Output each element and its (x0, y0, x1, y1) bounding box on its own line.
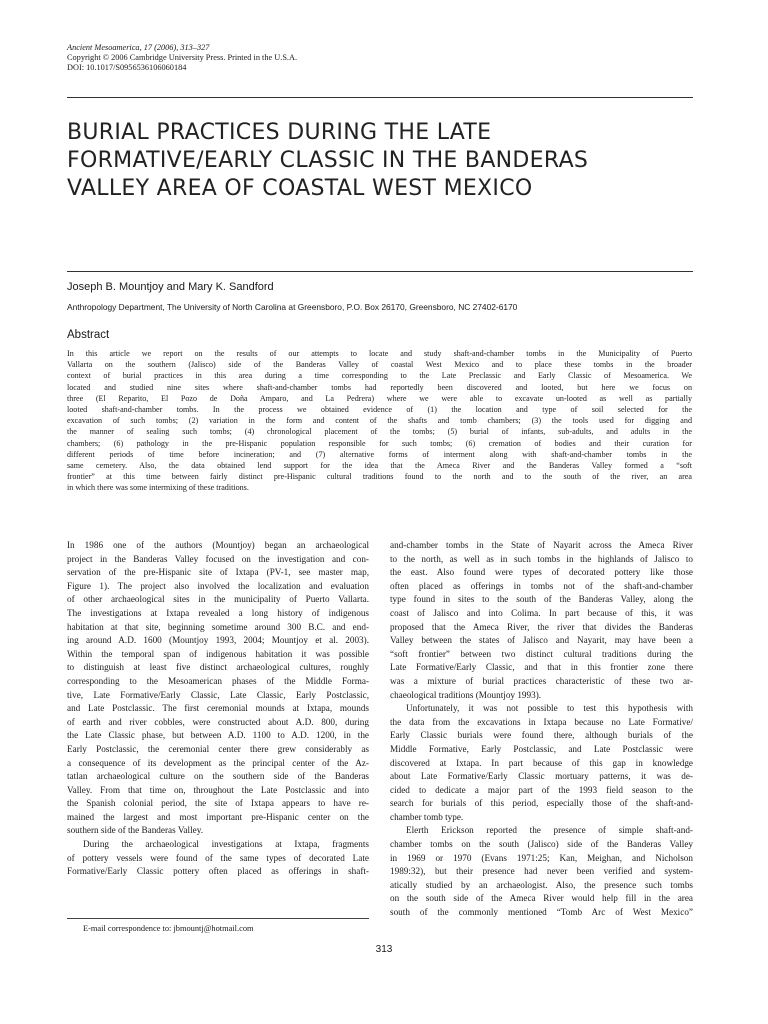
body-line: coast of Jalisco and into Colima. In part because of this, it was (390, 607, 693, 618)
body-line: proposed that the Ameca River, the river that divides the Banderas (390, 621, 693, 632)
body-line: southern side of the Banderas Valley. (67, 825, 203, 836)
body-line: The investigations at Ixtapa revealed a long history of indigenous (67, 607, 369, 618)
abstract-line: in which there was some intermixing of these traditions. (67, 483, 249, 493)
body-line: Early Postclassic, the ceremonial center there grew considerably as (67, 743, 369, 754)
body-line: atically studied by an archaeologist. Also, the presence such tombs (390, 879, 693, 890)
body-line: search for burials of this period, especially those of the shaft-and- (390, 798, 693, 809)
title-line: BURIAL PRACTICES DURING THE LATE (67, 120, 492, 145)
footnote: E-mail correspondence to: jbmountj@hotmail.com (83, 924, 254, 933)
journal-line: Ancient Mesoamerica, 17 (2006), 313–327 (67, 43, 210, 52)
title-line: FORMATIVE/EARLY CLASSIC IN THE BANDERAS (67, 148, 589, 173)
body-line: Early Classic burials were found there, although burials of the (390, 730, 693, 741)
abstract-line: located and studied nine sites where shaft-and-chamber tombs had reportedly been discovered and looted, but here we focus on (67, 382, 692, 392)
body-line: During the archaeological investigations at Ixtapa, fragments (83, 839, 369, 850)
body-line: tatlan archaeological culture on the southern side of the Banderas (67, 771, 369, 782)
abstract-line: context of burial practices in this area during a time corresponding to the Late Preclassic and Early Classic of Mesoamerica. We (67, 371, 692, 381)
body-line: the east. Also found were types of decorated pottery like those (390, 567, 693, 578)
body-line: Formative/Early Classic pottery often placed as offerings in shaft- (67, 866, 369, 877)
top-rule (67, 97, 693, 98)
journal-citation (67, 43, 297, 74)
body-line: Figure 1). The project also involved the localization and evaluation (67, 580, 369, 591)
abstract-line: three (El Reparito, El Pozo de Doña Amparo, and La Pedrera) where we were able to excavate un-looted as well as partially (67, 393, 692, 403)
body-line: was a mixture of burial practices characteristic of these two ar- (390, 675, 693, 686)
body-line: mained the largest and most important pre-Hispanic center on the (67, 811, 369, 822)
body-line: Within the temporal span of indigenous habitation it was possible (67, 648, 369, 659)
body-line: discovered at Ixtapa. In part because of this gap in knowledge (390, 757, 693, 768)
footnote-rule (67, 918, 369, 919)
body-line: a consequence of its development as the principal center of the Az- (67, 757, 369, 768)
body-column-right (390, 539, 693, 920)
abstract-line: excavation of such tombs; (2) variation in the form and content of the shafts and tomb chambers; (3) the tools used for digging and (67, 416, 692, 426)
body-line: tive, Late Formative/Early Classic, Late Classic, Early Postclassic, (67, 689, 369, 700)
body-line: Late Formative/Early Classic, and that in this frontier zone there (390, 662, 693, 673)
body-line: to the north, as well as in such tombs in the highlands of Jalisco to (390, 553, 693, 564)
body-line: In 1986 one of the authors (Mountjoy) began an archaeological (67, 540, 369, 550)
body-line: Valley. From that time on, throughout the Late Postclassic and into (67, 784, 369, 795)
affiliation: Anthropology Department, The University of North Carolina at Greensboro, P.O. Box 26170, Greensboro, NC 27402-6170 (67, 302, 518, 312)
body-line: Valley between the states of Jalisco and Nayarit, may have been a (390, 635, 693, 646)
body-line: Middle Formative, Early Postclassic, and Late Postclassic were (390, 743, 693, 754)
abstract-line: the manner of sealing such tombs; (4) chronological placement of the tombs; (5) burial of infants, sub-adults, and adults in the (67, 427, 692, 437)
abstract-body (67, 348, 692, 494)
body-line: often placed as offerings in tombs not of the shaft-and-chamber (390, 580, 693, 591)
body-line: of pottery vessels were found of the same types of decorated Late (67, 852, 369, 863)
body-line: south of the commonly mentioned “Tomb Arc of West Mexico” (390, 907, 693, 918)
body-line: habitation at that site, beginning sometime around 300 B.C. and end- (67, 621, 369, 632)
abstract-line: In this article we report on the results of our attempts to locate and study shaft-and-chamber tombs in the Municipality of Puerto (67, 349, 692, 358)
body-line: to distinguish at least five distinct archaeological cultures, roughly (67, 662, 369, 673)
body-line: chamber tombs on the south (Jalisco) side of the Banderas Valley (390, 839, 693, 850)
body-line: in 1969 or 1970 (Evans 1971:25; Kan, Meighan, and Nicholson (390, 852, 693, 863)
body-line: chaeological traditions (Mountjoy 1993). (390, 689, 542, 700)
body-line: the Spanish colonial period, the site of Ixtapa appears to have re- (67, 798, 369, 809)
abstract-line: frontier” at this time between fairly distinct pre-Hispanic cultural traditions found to the north and to the south of the river, an area (67, 472, 692, 482)
abstract-heading: Abstract (67, 329, 110, 341)
title-line: VALLEY AREA OF COASTAL WEST MEXICO (67, 176, 533, 201)
body-line: on the south side of the Ameca River would help fill in the area (390, 893, 693, 904)
body-line: and-chamber tombs in the State of Nayarit across the Ameca River (390, 540, 693, 550)
body-line: the data from the excavations in Ixtapa because no Late Formative/ (390, 716, 693, 727)
journal-line: DOI: 10.1017/S0956536106060184 (67, 63, 187, 73)
abstract-line: looted shaft-and-chamber tombs. In the process we obtained evidence of (1) the location and type of soil selected for the (67, 405, 692, 415)
body-line: project in the Banderas Valley focused on the investigation and con- (67, 553, 369, 564)
abstract-line: Vallarta on the southern (Jalisco) side of the Banderas Valley of coastal West Mexico and to place these tombs in the broader (67, 360, 692, 370)
body-line: 1989:32), but their presence had never been verified and system- (390, 866, 693, 877)
abstract-line: different periods of time before incineration; and (7) alternative forms of interment along with shaft-and-chamber tombs in the (67, 449, 692, 459)
body-line: chamber tomb type. (390, 811, 464, 822)
body-line: servation of the pre-Hispanic site of Ixtapa (PV-1, see master map, (67, 567, 369, 578)
body-line: ing around A.D. 1600 (Mountjoy 1993, 2004; Mountjoy et al. 2003). (67, 635, 369, 646)
page-number: 313 (375, 944, 393, 955)
title-rule (67, 271, 693, 272)
body-line: “soft frontier” between two distinct cultural traditions during the (390, 648, 693, 659)
abstract-line: same cemetery. Also, the data obtained lend support for the idea that the Ameca River and the Banderas Valley formed a “soft (67, 461, 692, 471)
body-line: the Late Classic phase, but between A.D. 1100 to A.D. 1200, in the (67, 730, 369, 741)
body-line: Elerth Erickson reported the presence of simple shaft-and- (406, 825, 693, 836)
body-line: of other archaeological sites in the municipality of Puerto Vallarta. (67, 594, 369, 605)
abstract-line: chambers; (6) pathology in the pre-Hispanic population responsible for such tombs; (6) cremation of bodies and their curation for (67, 438, 692, 448)
body-line: and Late Postclassic. The first ceremonial mounds at Ixtapa, mounds (67, 703, 369, 714)
body-line: corresponding to the Mesoamerican phases of the Middle Forma- (67, 675, 369, 686)
body-line: of earth and river cobbles, were constructed about A.D. 800, during (67, 716, 369, 727)
authors: Joseph B. Mountjoy and Mary K. Sandford (67, 281, 274, 293)
body-line: about Late Formative/Early Classic mortuary patterns, it was de- (390, 771, 693, 782)
body-line: Unfortunately, it was not possible to test this hypothesis with (406, 703, 693, 714)
body-column-left (67, 539, 369, 879)
journal-line: Copyright © 2006 Cambridge University Press. Printed in the U.S.A. (67, 53, 298, 63)
body-line: cided to dedicate a major part of the 1993 field season to the (390, 784, 693, 795)
body-line: type found in sites to the south of the Banderas Valley, along the (390, 594, 693, 605)
article-title (67, 119, 687, 203)
